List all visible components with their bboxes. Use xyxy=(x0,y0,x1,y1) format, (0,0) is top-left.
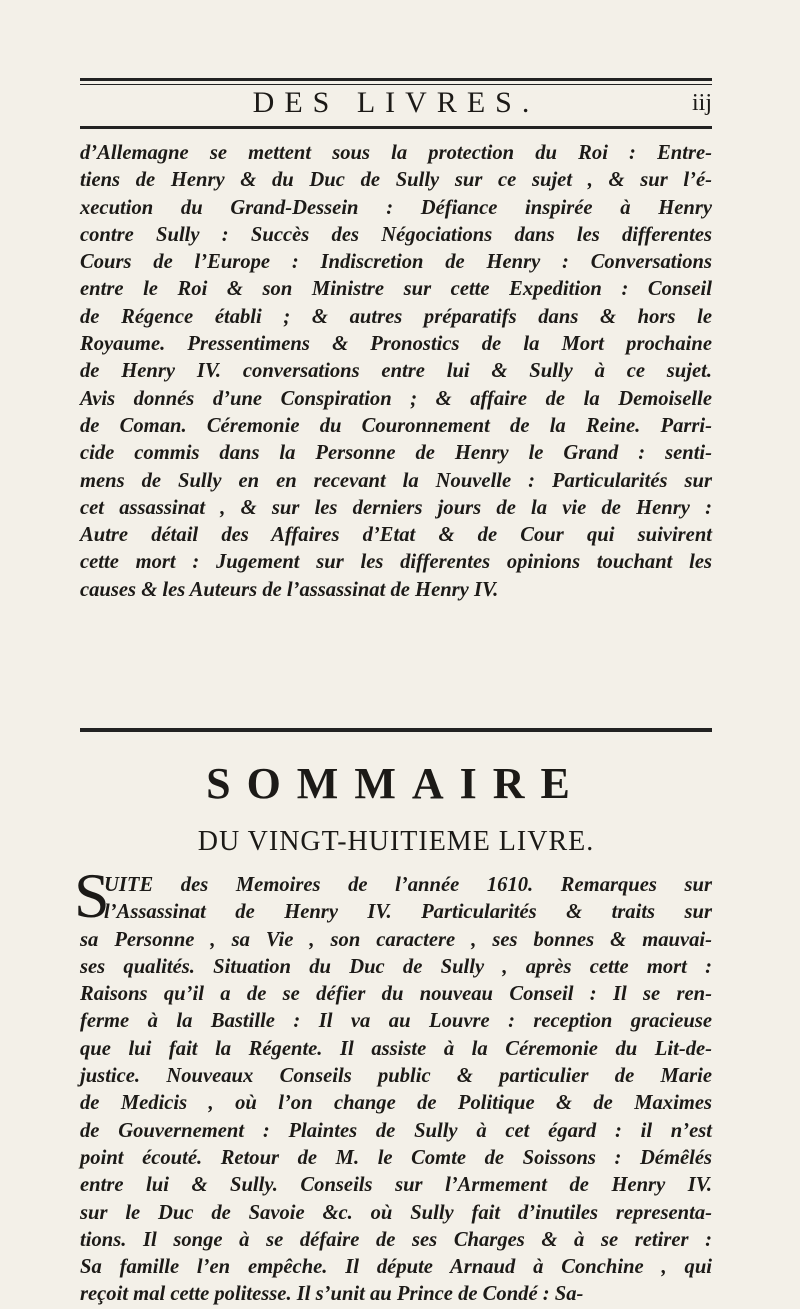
text-line: mens de Sully en en recevant la Nouvelle : Particularités sur xyxy=(80,469,712,492)
header-rule xyxy=(80,126,712,129)
text-line: sa Personne , sa Vie , son caractere , ses bonnes & mauvai- xyxy=(80,928,712,951)
text-line: d’Allemagne se mettent sous la protection du Roi : Entre- xyxy=(80,142,712,164)
text-line: que lui fait la Régente. Il assiste à la Céremonie du Lit-de- xyxy=(80,1037,712,1060)
section-divider xyxy=(80,728,712,732)
page-header xyxy=(80,86,712,126)
text-line: point écouté. Retour de M. le Comte de Soissons : Démêlés xyxy=(80,1146,712,1169)
text-line: tions. Il songe à se défaire de ses Charges & à se retirer : xyxy=(80,1228,712,1251)
text-line: de Régence établi ; & autres préparatifs dans & hors le xyxy=(80,305,712,328)
drop-cap: S xyxy=(74,860,110,931)
top-rule xyxy=(80,78,712,81)
text-line: cide commis dans la Personne de Henry le Grand : senti- xyxy=(80,442,712,465)
text-line: Sa famille l’en empêche. Il députe Arnaud à Conchine , qui xyxy=(80,1256,712,1279)
running-head: DES LIVRES. xyxy=(252,86,540,119)
text-line: contre Sully : Succès des Négociations dans les differentes xyxy=(80,223,712,246)
text-line: tiens de Henry & du Duc de Sully sur ce sujet , & sur l’é- xyxy=(80,169,712,192)
text-line: reçoit mal cette politesse. Il s’unit au Prince de Condé : Sa- xyxy=(80,1283,584,1306)
text-line: Autre détail des Affaires d’Etat & de Cour qui suivirent xyxy=(80,524,712,547)
text-line: UITE des Memoires de l’année 1610. Remarques sur xyxy=(104,874,712,896)
text-line: l’Assassinat de Henry IV. Particularités & traits sur xyxy=(104,901,712,924)
text-line: cette mort : Jugement sur les differentes opinions touchant les xyxy=(80,551,712,574)
page-number: iij xyxy=(691,90,712,116)
text-line: de Medicis , où l’on change de Politique & de Maximes xyxy=(80,1092,712,1115)
text-line: Cours de l’Europe : Indiscretion de Henry : Conversations xyxy=(80,251,712,274)
text-line: causes & les Auteurs de l’assassinat de Henry IV. xyxy=(80,578,499,601)
text-line: cet assassinat , & sur les derniers jours de la vie de Henry : xyxy=(80,496,712,519)
text-line: de Gouvernement : Plaintes de Sully à cet égard : il n’est xyxy=(80,1119,712,1142)
text-line: ses qualités. Situation du Duc de Sully , après cette mort : xyxy=(80,955,712,978)
text-line: de Coman. Céremonie du Couronnement de la Reine. Parri- xyxy=(80,414,712,437)
text-line: ferme à la Bastille : Il va au Louvre : reception gracieuse xyxy=(80,1010,712,1033)
text-line: Avis donnés d’une Conspiration ; & affaire de la Demoiselle xyxy=(80,387,712,410)
text-line: Royaume. Pressentimens & Pronostics de la Mort prochaine xyxy=(80,333,712,356)
book-subtitle: DU VINGT-HUITIEME LIVRE. xyxy=(197,826,595,857)
text-line: de Henry IV. conversations entre lui & Sully à ce sujet. xyxy=(80,360,712,383)
continued-summary-text xyxy=(80,140,712,604)
text-line: xecution du Grand-Dessein : Défiance inspirée à Henry xyxy=(80,196,712,219)
sommaire-title: SOMMAIRE xyxy=(206,759,586,808)
text-line: Raisons qu’il a de se défier du nouveau Conseil : Il se ren- xyxy=(80,983,712,1006)
text-line: entre lui & Sully. Conseils sur l’Armement de Henry IV. xyxy=(80,1174,712,1197)
sommaire-text xyxy=(80,872,712,1309)
text-line: justice. Nouveaux Conseils public & particulier de Marie xyxy=(80,1065,712,1088)
text-line: sur le Duc de Savoie &c. où Sully fait d’inutiles representa- xyxy=(80,1201,712,1224)
text-line: entre le Roi & son Ministre sur cette Expedition : Conseil xyxy=(80,278,712,301)
top-rule-thin xyxy=(80,84,712,85)
